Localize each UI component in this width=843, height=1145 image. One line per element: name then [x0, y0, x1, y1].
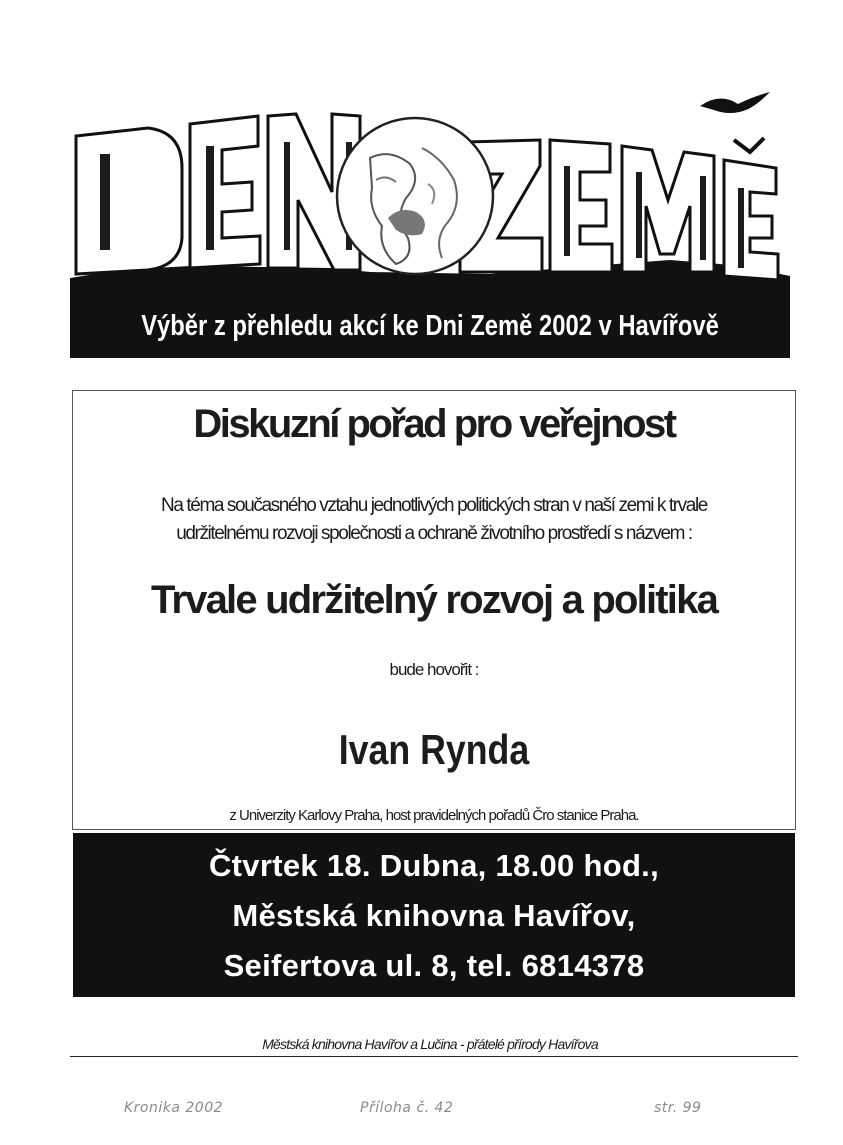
handwritten-note-left: Kronika 2002: [124, 1100, 224, 1116]
event-heading: Diskuzní pořad pro veřejnost: [193, 402, 675, 446]
bird-icon: [700, 92, 770, 113]
banner-subtitle: Výběr z přehledu akcí ke Dni Země 2002 v Havířově: [141, 309, 719, 342]
speaks-label: bude hovořit :: [389, 660, 479, 679]
speaker-name: Ivan Rynda: [338, 726, 530, 773]
footer-organizers: Městská knihovna Havířov a Lučina - přátelé přírody Havířova: [262, 1036, 598, 1052]
speaker-affiliation: z Univerzity Karlovy Praha, host pravidelných pořadů Čro stanice Praha.: [229, 807, 639, 824]
footer-divider: [70, 1056, 798, 1057]
earth-globe-icon: [337, 118, 493, 274]
event-details-band: [73, 833, 795, 997]
intro-line-1: Na téma současného vztahu jednotlivých politických stran v naší zemi k trvale: [161, 495, 707, 516]
handwritten-note-right: str. 99: [654, 1100, 702, 1116]
intro-line-2: udržitelnému rozvoji společnosti a ochraně životního prostředí s názvem :: [176, 523, 692, 544]
event-intro: [80, 492, 788, 548]
event-topic: Trvale udržitelný rozvoj a politika: [150, 578, 718, 622]
event-address: Seifertova ul. 8, tel. 6814378: [223, 948, 645, 983]
event-datetime: Čtvrtek 18. Dubna, 18.00 hod.,: [208, 848, 660, 883]
handwritten-note-mid: Příloha č. 42: [360, 1100, 454, 1116]
event-venue: Městská knihovna Havířov,: [232, 898, 636, 933]
